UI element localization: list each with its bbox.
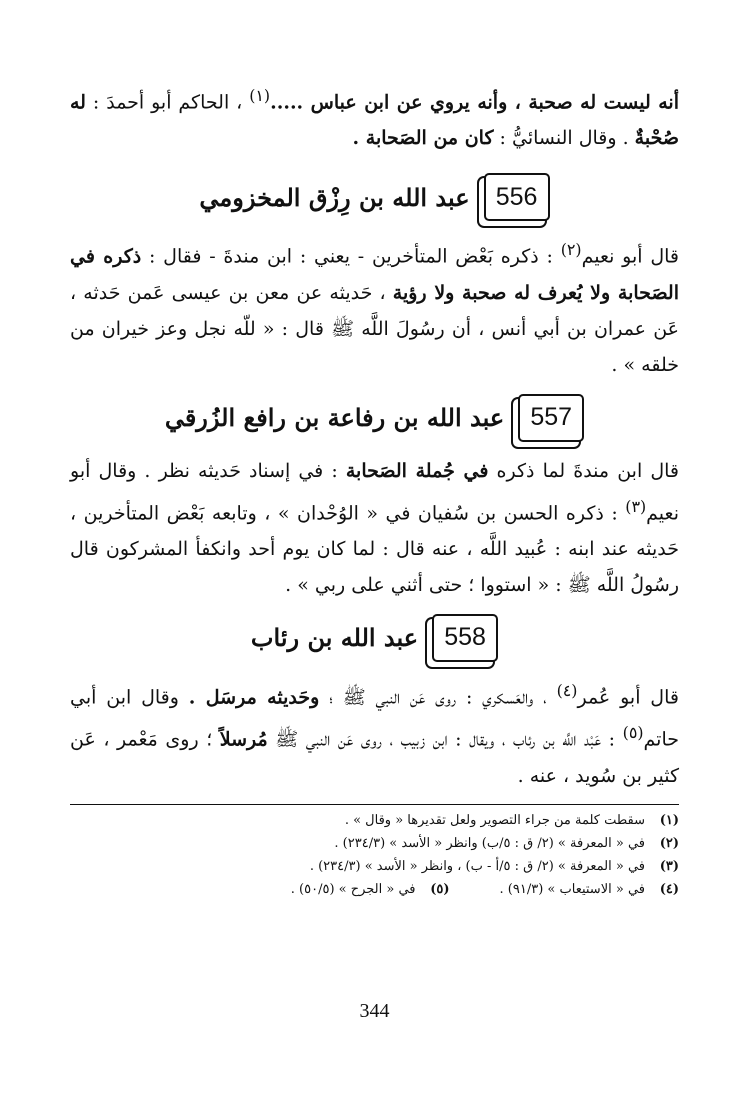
footnote-number: (٥): [430, 881, 450, 897]
entry-number-box: 558: [432, 614, 498, 662]
entry-text: وقال ابن أبي حاتم: [70, 686, 679, 751]
entry-text: ، حَديثه عن معن بن عيسى عَمن حَدثه ، عَن عمران بن أبي أنس ، أن رسُولَ اللَّه ﷺ قال : « للّه نجل وعز خيران من خلقه » .: [70, 281, 679, 376]
intro-text-2c: كان من الصَحابة .: [352, 127, 494, 150]
entry-number-box: 557: [518, 394, 584, 442]
footnote-item: [70, 832, 679, 855]
entry-body-556: [70, 232, 679, 382]
footnote-number: (٢): [659, 835, 679, 851]
footnote-ref-2: (٢): [560, 240, 582, 260]
entry-text: : ذكره الحسن بن سُفيان في « الوُحْدان » ، وتابعه بَعْض المتأخرين ، حَديثه عند ابنه : عُبيد اللَّه ، عنه قال : لما كان يوم أحد وانكفأ المشركون قال رسُولُ اللَّه ﷺ : « استووا ؛ حتى أثني على ربي » .: [70, 501, 679, 596]
footnote-item: [70, 855, 679, 878]
intro-text-2a: له صُحْبةٌ: [70, 91, 679, 150]
footnote-ref-3: (٣): [625, 496, 647, 516]
entry-bold-text: في جُملة الصَحابة: [345, 459, 489, 482]
intro-text-1: أنه ليست له صحبة ، وأنه يروي عن ابن عباس .....: [270, 91, 679, 114]
intro-text-1b: ، الحاكم أبو أحمدَ :: [92, 91, 243, 114]
intro-text-2b: . وقال النسائيُّ :: [499, 127, 629, 150]
entry-text: : عَبْد اللَّه بن رئاب ، ويقال : ابن زبيب ، روى عَن النبي ﷺ: [275, 728, 616, 751]
footnotes: [70, 804, 679, 901]
entry-body-558: [70, 673, 679, 794]
entry-bold-text: مُرسلاً: [219, 728, 268, 751]
footnote-text: في « الاستيعاب » (٩١/٣) .: [499, 881, 645, 897]
entry-text: قال أبو عُمر: [577, 686, 679, 709]
footnote-number: (١): [659, 812, 679, 828]
footnote-ref-4: (٤): [556, 680, 578, 700]
entry-text: ، والعَسكري : روى عَن النبي ﷺ ؛: [329, 686, 547, 709]
entry-title: عبد الله بن رئاب: [250, 623, 419, 653]
entry-title: عبد الله بن رِزْق المخزومي: [199, 182, 470, 212]
footnote-item: [70, 809, 679, 832]
footnote-ref-5: (٥): [622, 723, 644, 743]
entry-number-box: 556: [484, 173, 550, 221]
footnote-text: في « الجرح » (٥٠/٥) .: [290, 881, 416, 897]
entry-heading-557: [70, 383, 679, 453]
entry-text: : ذكره بَعْض المتأخرين - يعني : ابن مندةَ - فقال :: [149, 245, 553, 268]
footnote-number: (٤): [659, 881, 679, 897]
footnote-ref-1: (١): [249, 86, 271, 105]
entry-text: : في إسناد حَديثه نظر . وقال أبو نعيم: [70, 459, 679, 524]
page-number: 344: [359, 1000, 390, 1022]
footnote-text: في « المعرفة » (٢/ ق : ٥/ب) وانظر « الأسد » (٢٣٤/٣) .: [334, 835, 645, 851]
entry-text: قال ابن مندةَ لما ذكره: [496, 459, 679, 482]
entry-text: ؛ روى مَعْمر ، عَن كثير بن سُويد ، عنه .: [70, 728, 679, 787]
intro-paragraph: [70, 78, 679, 156]
page-content: [70, 78, 679, 1056]
footnote-text: في « المعرفة » (٢/ ق : ٥/أ - ب) ، وانظر « الأسد » (٢٣٤/٣) .: [309, 858, 645, 874]
entry-title: عبد الله بن رفاعة بن رافع الزُرقي: [164, 403, 505, 433]
footnote-item: [70, 878, 679, 901]
entry-bold-text: وحَديثه مرسَل .: [188, 686, 320, 709]
entry-body-557: [70, 453, 679, 603]
footnote-text: سقطت كلمة من جراء التصوير ولعل تقديرها « وقال » .: [344, 812, 645, 828]
entry-bold-text: ذكره في الصَحابة ولا يُعرف له صحبة ولا رؤية: [70, 245, 679, 304]
footnote-number: (٣): [659, 858, 679, 874]
entry-heading-558: [70, 603, 679, 673]
entry-heading-556: [70, 162, 679, 232]
entry-text: قال أبو نعيم: [581, 245, 680, 268]
